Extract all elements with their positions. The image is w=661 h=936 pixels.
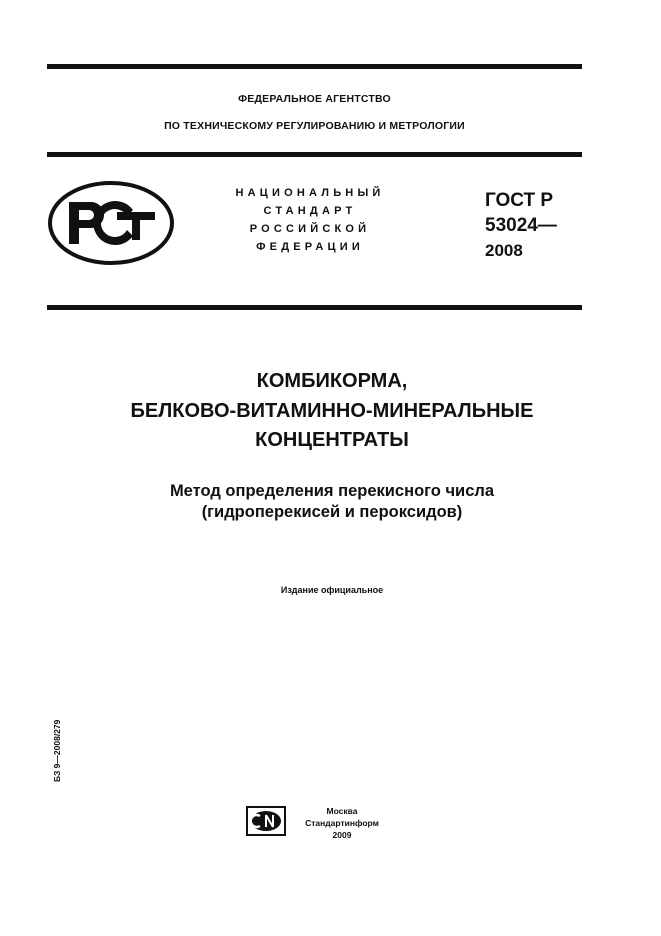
- document-subtitle-line2: (гидроперекисей и пероксидов): [201, 503, 463, 521]
- middle-rule: [47, 152, 582, 157]
- agency-name-line2: ПО ТЕХНИЧЕСКОМУ РЕГУЛИРОВАНИЮ И МЕТРОЛОГИИ: [164, 120, 465, 132]
- standard-type-line3: РОССИЙСКОЙ: [249, 223, 371, 235]
- designation-line1: ГОСТ Р: [485, 190, 554, 211]
- gost-r-logo: [47, 180, 175, 266]
- agency-name-line1: ФЕДЕРАЛЬНОЕ АГЕНТСТВО: [238, 93, 391, 105]
- edition-note: Издание официальное: [280, 585, 384, 595]
- document-title-line1: КОМБИКОРМА,: [256, 370, 408, 392]
- publisher-name: Стандартинформ: [305, 818, 379, 828]
- catalog-code-text: БЗ 9—2008/279: [52, 719, 62, 782]
- lower-rule: [47, 305, 582, 310]
- document-title-line2: БЕЛКОВО-ВИТАМИННО-МИНЕРАЛЬНЫЕ: [130, 400, 534, 422]
- publisher-logo: [246, 806, 286, 836]
- publisher-year: 2009: [332, 830, 352, 840]
- top-rule: [47, 64, 582, 69]
- standard-type-line1: НАЦИОНАЛЬНЫЙ: [235, 187, 385, 199]
- designation-line2: 53024—: [485, 215, 557, 236]
- standard-type-line2: СТАНДАРТ: [263, 205, 357, 217]
- designation-line3: 2008: [485, 241, 523, 260]
- document-title-line3: КОНЦЕНТРАТЫ: [255, 429, 409, 451]
- catalog-code: [52, 692, 66, 782]
- publisher-city: Москва: [326, 806, 358, 816]
- document-subtitle-line1: Метод определения перекисного числа: [169, 482, 495, 500]
- standard-type-line4: ФЕДЕРАЦИИ: [256, 241, 364, 253]
